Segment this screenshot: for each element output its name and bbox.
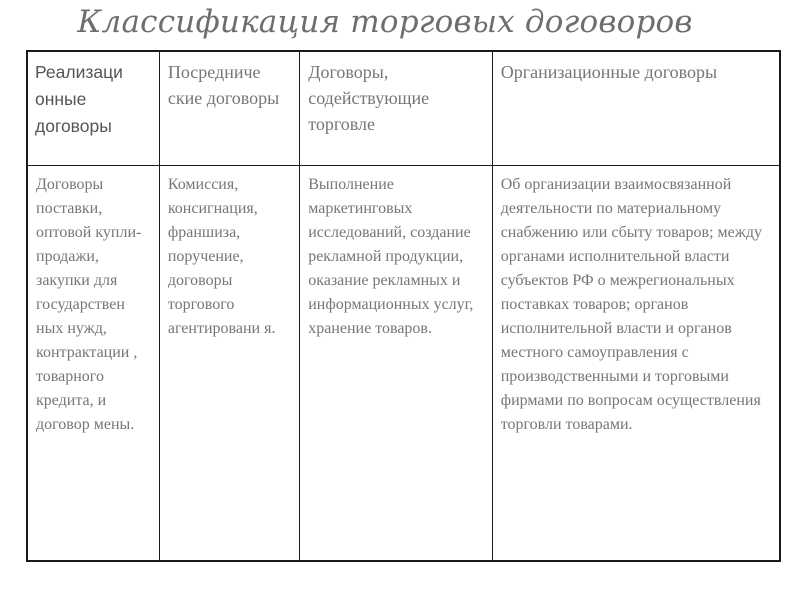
classification-table [26,50,781,562]
header-realization-contracts: Реализаци онные договоры [27,51,159,166]
cell-organizational-contracts: Об организации взаимосвязанной деятельности по материальному снабжению или сбыту товаров; между органами исполнительной власти субъектов РФ о межрегиональных поставках товаров; органов исполнительной власти и органов местного самоуправления с производственными и торговыми фирмами по вопросам осуществления торговли товарами. [492,166,780,562]
header-trade-support-contracts: Договоры, содействующие торговле [300,51,493,166]
header-organizational-contracts: Организационные договоры [492,51,780,166]
cell-intermediary-contracts: Комиссия, консигнация, франшиза, поручение, договоры торгового агентировани я. [159,166,299,562]
table-header-row [27,51,780,166]
header-intermediary-contracts: Посредниче ские договоры [159,51,299,166]
table-row [27,166,780,562]
cell-trade-support-contracts: Выполнение маркетинговых исследований, создание рекламной продукции, оказание рекламных и информационных услуг, хранение товаров. [300,166,493,562]
cell-realization-contracts: Договоры поставки, оптовой купли-продажи, закупки для государствен ных нужд, контрактации , товарного кредита, и договор мены. [27,166,159,562]
slide-title: Классификация торговых договоров [77,4,693,40]
